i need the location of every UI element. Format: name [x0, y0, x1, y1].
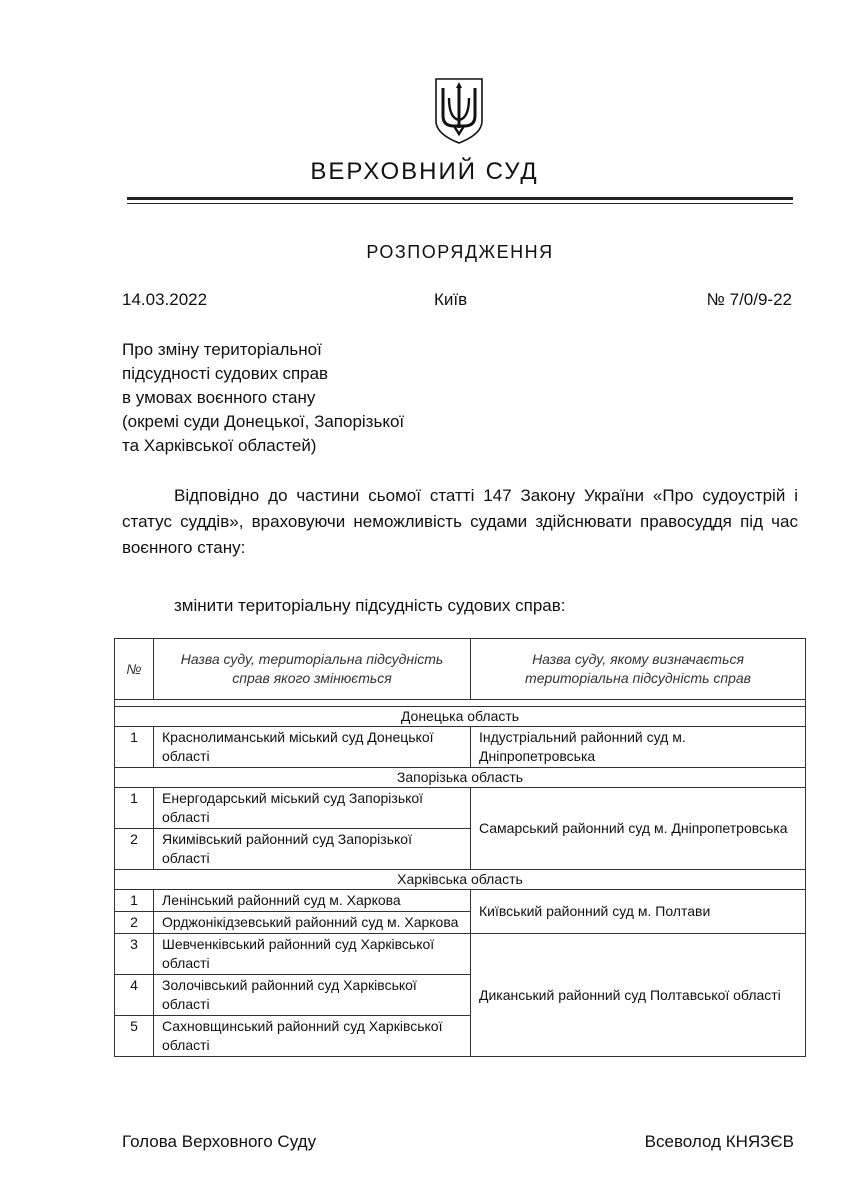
decision-text: змінити територіальну підсудність судових справ: [174, 596, 566, 615]
signer-name: Всеволод КНЯЗЄВ [644, 1132, 794, 1151]
subject-line: Про зміну територіальної [122, 340, 322, 359]
row-num: 2 [115, 912, 154, 934]
document-type: РОЗПОРЯДЖЕННЯ [366, 242, 554, 262]
row-num: 3 [115, 934, 154, 975]
row-num: 1 [115, 727, 154, 768]
document-date: 14.03.2022 [122, 290, 208, 309]
court-from: Краснолиманський міський суд Донецької області [154, 727, 471, 768]
region-row [115, 768, 806, 788]
court-to: Індустріальний районний суд м. Дніпропетровська [471, 727, 806, 768]
document-number: № 7/0/9-22 [706, 290, 792, 309]
table-row [115, 788, 806, 829]
court-from: Шевченківський районний суд Харківської області [154, 934, 471, 975]
table-gap-row [115, 700, 806, 707]
region-row [115, 870, 806, 890]
header-num: № [115, 639, 154, 700]
court-from: Золочівський районний суд Харківської області [154, 975, 471, 1016]
header-from: Назва суду, територіальна підсудність справ якого змінюється [154, 639, 471, 700]
court-from: Якимівський районний суд Запорізької області [154, 829, 471, 870]
court-from: Ленінський районний суд м. Харкова [154, 890, 471, 912]
signer-title: Голова Верховного Суду [122, 1132, 317, 1151]
tryzub-icon [432, 76, 486, 146]
subject-line: та Харківської областей) [122, 436, 317, 455]
region-name: Запорізька область [115, 768, 806, 788]
header-to: Назва суду, якому визначається територіальна підсудність справ [471, 639, 806, 700]
table-row [115, 934, 806, 975]
court-name: ВЕРХОВНИЙ СУД [310, 158, 539, 185]
court-from: Сахновщинський районний суд Харківської області [154, 1016, 471, 1057]
body-paragraph: Відповідно до частини сьомої статті 147 Закону України «Про судоустрій і статус суддів», враховуючи неможливість судами здійснювати правосуддя під час воєнного стану: [122, 486, 798, 557]
row-num: 4 [115, 975, 154, 1016]
row-num: 1 [115, 890, 154, 912]
subject-line: в умовах воєнного стану [122, 388, 316, 407]
court-to: Диканський районний суд Полтавської області [471, 934, 806, 1057]
region-name: Донецька область [115, 707, 806, 727]
region-name: Харківська область [115, 870, 806, 890]
region-row [115, 707, 806, 727]
table-row [115, 890, 806, 912]
header-rule-thin [127, 203, 793, 204]
table-header-row [115, 639, 806, 700]
table-row [115, 727, 806, 768]
subject-line: підсудності судових справ [122, 364, 329, 383]
row-num: 2 [115, 829, 154, 870]
header-rule-thick [127, 197, 793, 200]
subject-line: (окремі суди Донецької, Запорізької [122, 412, 405, 431]
row-num: 1 [115, 788, 154, 829]
row-num: 5 [115, 1016, 154, 1057]
court-to: Київський районний суд м. Полтави [471, 890, 806, 934]
document-city: Київ [434, 290, 468, 309]
jurisdiction-table [114, 638, 806, 1057]
court-from: Енергодарський міський суд Запорізької області [154, 788, 471, 829]
court-to: Самарський районний суд м. Дніпропетровська [471, 788, 806, 870]
court-from: Орджонікідзевський районний суд м. Харкова [154, 912, 471, 934]
document-subject [122, 338, 452, 458]
